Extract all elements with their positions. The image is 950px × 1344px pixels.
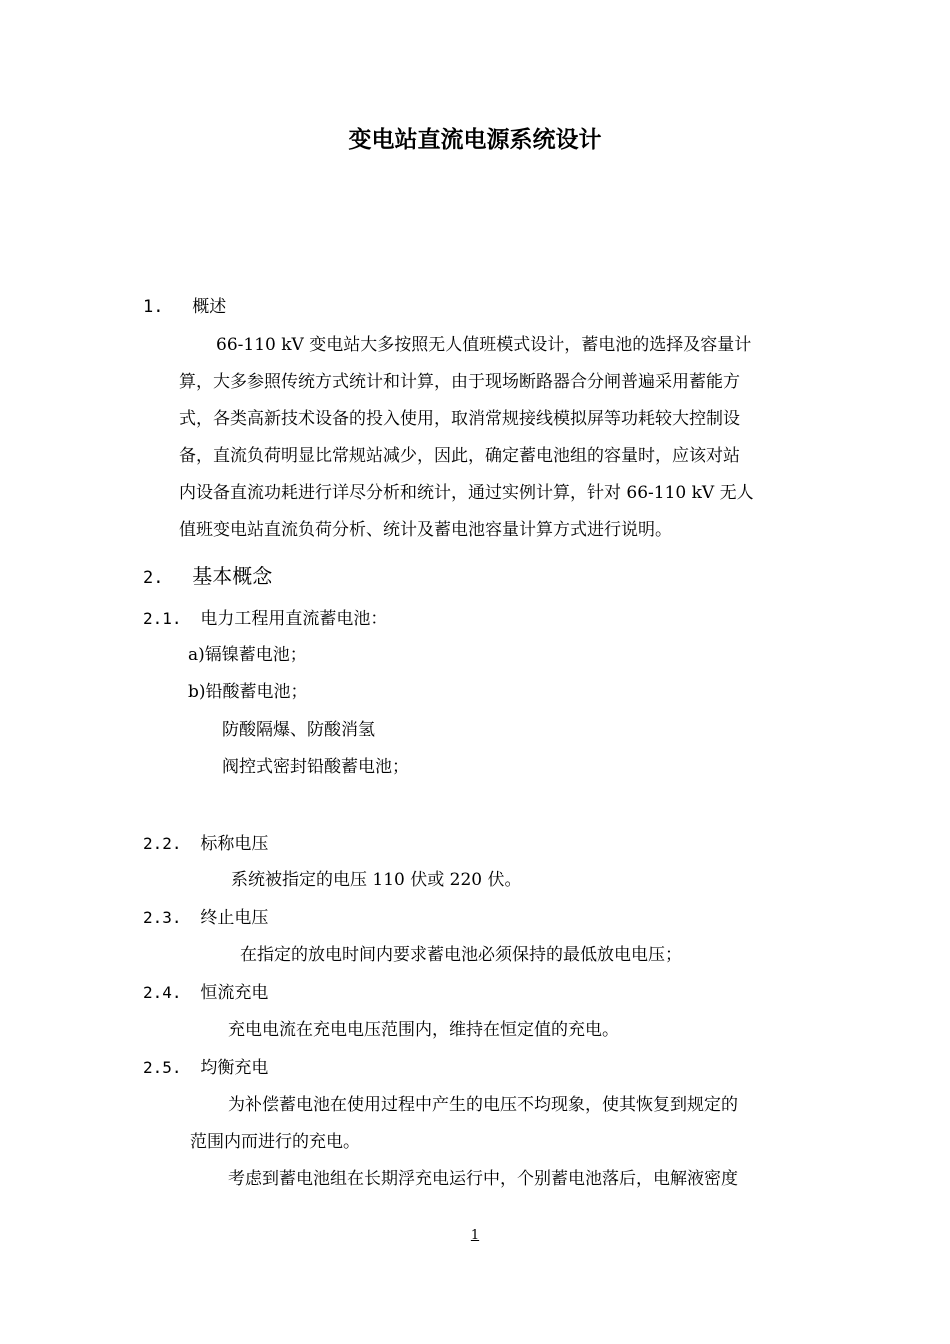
subsection-2-3-heading: [143, 899, 268, 937]
paragraph-line: 内设备直流功耗进行详尽分析和统计，通过实例计算，针对 66-110 kV 无人: [179, 483, 754, 503]
subsection-2-1-heading: [143, 600, 387, 638]
definition-text: 系统被指定的电压 110 伏或 220 伏。: [231, 870, 522, 890]
subsection-number: 2.2.: [143, 834, 182, 853]
paragraph-line: 算，大多参照传统方式统计和计算，由于现场断路器合分闸普遍采用蓄能方: [179, 372, 740, 392]
subsection-title: 终止电压: [200, 908, 269, 928]
section-number: 2.: [143, 568, 164, 588]
definition-text: 充电电流在充电电压范围内，维持在恒定值的充电。: [228, 1020, 619, 1040]
section-title: 概述: [192, 297, 227, 317]
definition-text: 在指定的放电时间内要求蓄电池必须保持的最低放电电压；: [240, 945, 682, 965]
subsection-number: 2.1.: [143, 609, 182, 628]
paragraph-line: 66-110 kV 变电站大多按照无人值班模式设计，蓄电池的选择及容量计: [216, 335, 752, 355]
paragraph-line: 备，直流负荷明显比常规站减少，因此，确定蓄电池组的容量时，应该对站: [179, 446, 740, 466]
sub-list-item: 防酸隔爆、防酸消氢: [222, 720, 375, 740]
page-title: 变电站直流电源系统设计: [348, 127, 602, 153]
section-title: 基本概念: [192, 564, 273, 588]
subsection-number: 2.4.: [143, 983, 182, 1002]
paragraph-line: 范围内而进行的充电。: [190, 1132, 360, 1152]
sub-list-item: 阀控式密封铅酸蓄电池；: [222, 757, 409, 777]
subsection-2-5-heading: [143, 1049, 268, 1087]
page-number: 1: [470, 1228, 480, 1243]
section-2-heading: [143, 558, 272, 597]
subsection-2-2-heading: [143, 825, 268, 863]
subsection-number: 2.3.: [143, 908, 182, 927]
paragraph-line: 值班变电站直流负荷分析、统计及蓄电池容量计算方式进行说明。: [179, 520, 672, 540]
subsection-title: 均衡充电: [200, 1058, 269, 1078]
subsection-2-4-heading: [143, 974, 268, 1012]
paragraph-line: 考虑到蓄电池组在长期浮充电运行中，个别蓄电池落后，电解液密度: [228, 1169, 738, 1189]
subsection-title: 恒流充电: [200, 983, 269, 1003]
subsection-number: 2.5.: [143, 1058, 182, 1077]
subsection-title: 标称电压: [200, 834, 269, 854]
section-1-heading: [143, 289, 226, 326]
paragraph-line: 为补偿蓄电池在使用过程中产生的电压不均现象，使其恢复到规定的: [228, 1095, 738, 1115]
subsection-title: 电力工程用直流蓄电池：: [200, 609, 388, 629]
list-item-b: b)铅酸蓄电池；: [188, 682, 308, 702]
paragraph-line: 式，各类高新技术设备的投入使用，取消常规接线模拟屏等功耗较大控制设: [179, 409, 740, 429]
section-number: 1.: [143, 297, 164, 317]
list-item-a: a)镉镍蓄电池；: [188, 645, 307, 665]
